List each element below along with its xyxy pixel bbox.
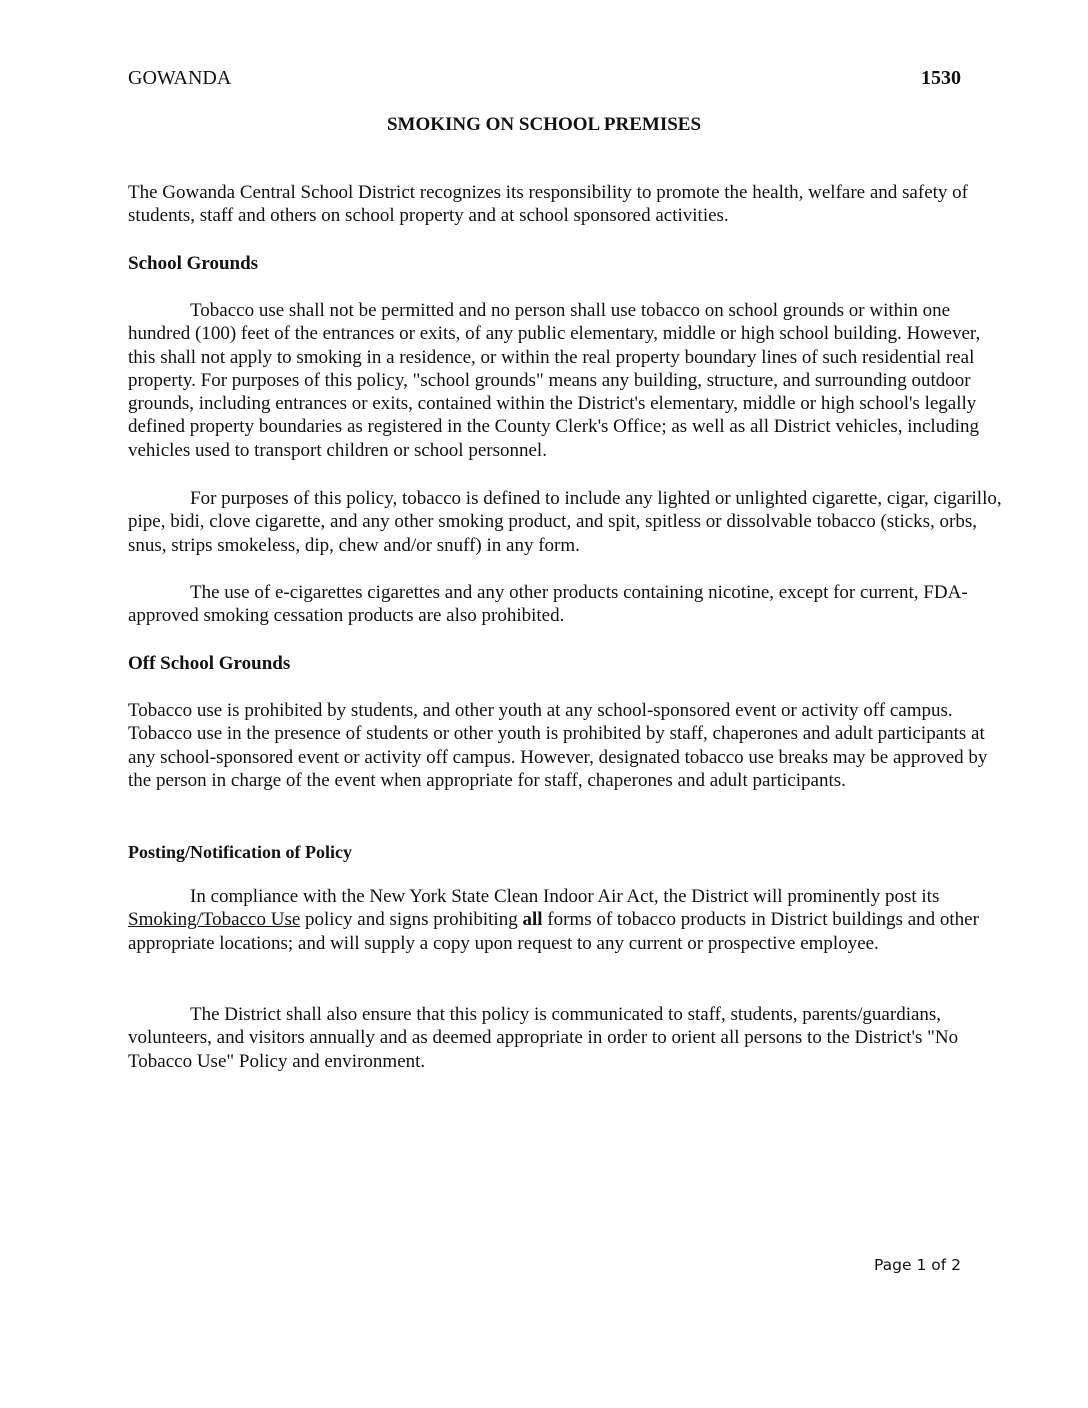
page-title: SMOKING ON SCHOOL PREMISES <box>386 114 702 135</box>
posting-emphasis-all: all <box>522 909 543 931</box>
district-name: GOWANDA <box>128 67 232 89</box>
policy-number: 1530 <box>921 67 961 89</box>
section-heading-school-grounds: School Grounds <box>128 253 259 274</box>
intro-paragraph: The Gowanda Central School District recognizes its responsibility to promote the health, welfare and safety of students, staff and others on school property and at school sponsored activities. <box>128 182 968 227</box>
school-grounds-paragraph-1: Tobacco use shall not be permitted and no person shall use tobacco on school grounds or within one hundred (100) feet of the entrances or exits, of any public elementary, middle or high school building. However, this shall not apply to smoking in a residence, or within the real property boundary lines of such residential real property. For purposes of this policy, "school grounds" means any building, structure, and surrounding outdoor grounds, including entrances or exits, contained within the District's elementary, middle or high school's legally defined property boundaries as registered in the County Clerk's Office; as well as all District vehicles, including vehicles used to transport children or school personnel. <box>128 300 981 461</box>
policy-title-underlined: Smoking/Tobacco Use <box>128 909 301 931</box>
posting-text-b: policy and signs prohibiting <box>300 909 523 931</box>
section-heading-posting: Posting/Notification of Policy <box>128 842 352 862</box>
off-grounds-paragraph: Tobacco use is prohibited by students, and other youth at any school-sponsored event or activity off campus. Tobacco use in the presence of students or other youth is prohibited by staff, chaperones and adult participants at any school-sponsored event or activity off campus. However, designated tobacco use breaks may be approved by the person in charge of the event when appropriate for staff, chaperones and adult participants. <box>128 700 988 791</box>
posting-text-c: forms of tobacco products in District buildings and other appropriate locations; and will supply a copy upon request to any current or prospective employee. <box>128 909 979 954</box>
school-grounds-paragraph-3: The use of e-cigarettes cigarettes and any other products containing nicotine, except for current, FDA-approved smoking cessation products are also prohibited. <box>128 582 968 627</box>
section-heading-off-grounds: Off School Grounds <box>128 653 291 674</box>
school-grounds-paragraph-2: For purposes of this policy, tobacco is defined to include any lighted or unlighted cigarette, cigar, cigarillo, pipe, bidi, clove cigarette, and any other smoking product, and spit, spitless or dissolvable tobacco (sticks, orbs, snus, strips smokeless, dip, chew and/or snuff) in any form. <box>128 488 1002 556</box>
posting-paragraph-2: The District shall also ensure that this policy is communicated to staff, students, parents/guardians, volunteers, and visitors annually and as deemed appropriate in order to orient all persons to the District's "No Tobacco Use" Policy and environment. <box>128 1004 959 1072</box>
posting-paragraph-1 <box>128 885 1008 955</box>
posting-text-a: In compliance with the New York State Clean Indoor Air Act, the District will prominently post its <box>190 886 940 907</box>
page-number: Page 1 of 2 <box>874 1256 961 1274</box>
